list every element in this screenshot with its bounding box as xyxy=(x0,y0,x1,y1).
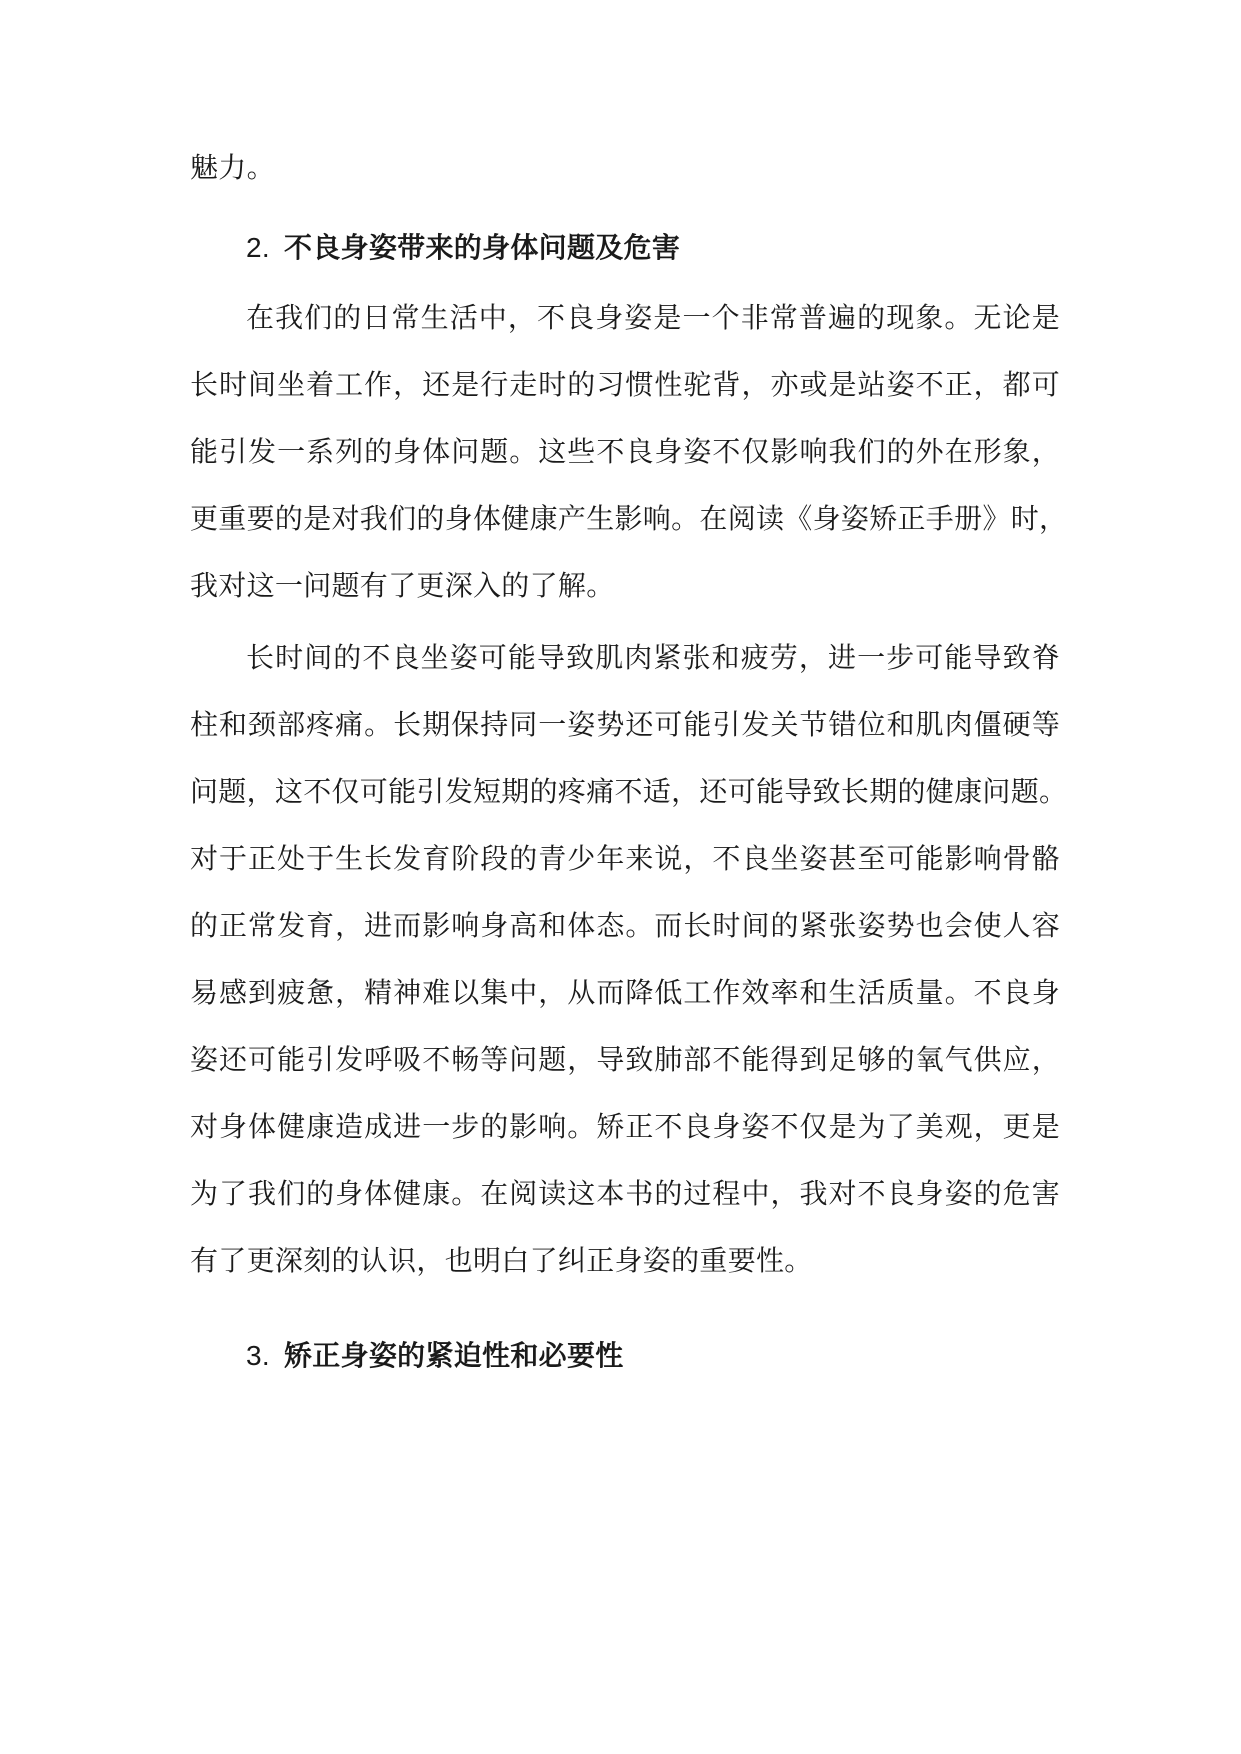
paragraph-line: 我对这一问题有了更深入的了解。 xyxy=(190,569,615,602)
paragraph-line: 长时间坐着工作，还是行走时的习惯性驼背，亦或是站姿不正，都可 xyxy=(190,368,1060,401)
paragraph-line: 更重要的是对我们的身体健康产生影响。在阅读《身姿矫正手册》时， xyxy=(190,502,1068,535)
paragraph-line: 有了更深刻的认识，也明白了纠正身姿的重要性。 xyxy=(190,1244,813,1277)
paragraph-line: 问题，这不仅可能引发短期的疼痛不适，还可能导致长期的健康问题。 xyxy=(190,775,1068,808)
paragraph-line: 在我们的日常生活中，不良身姿是一个非常普遍的现象。无论是 xyxy=(246,301,1060,334)
section-title: 不良身姿带来的身体问题及危害 xyxy=(283,231,681,264)
section-number: 3. xyxy=(246,1340,270,1371)
section-heading-3 xyxy=(246,1336,624,1376)
paragraph-line: 易感到疲惫，精神难以集中，从而降低工作效率和生活质量。不良身 xyxy=(190,976,1060,1009)
section-number: 2. xyxy=(246,232,270,263)
paragraph-line: 长时间的不良坐姿可能导致肌肉紧张和疲劳，进一步可能导致脊 xyxy=(246,641,1060,674)
paragraph-line: 为了我们的身体健康。在阅读这本书的过程中，我对不良身姿的危害 xyxy=(190,1177,1060,1210)
section-title: 矫正身姿的紧迫性和必要性 xyxy=(283,1339,624,1372)
paragraph-line: 能引发一系列的身体问题。这些不良身姿不仅影响我们的外在形象， xyxy=(190,435,1060,468)
continuation-line: 魅力。 xyxy=(190,151,275,184)
paragraph-line: 姿还可能引发呼吸不畅等问题，导致肺部不能得到足够的氧气供应， xyxy=(190,1043,1060,1076)
paragraph-line: 对身体健康造成进一步的影响。矫正不良身姿不仅是为了美观，更是 xyxy=(190,1110,1060,1143)
paragraph-line: 柱和颈部疼痛。长期保持同一姿势还可能引发关节错位和肌肉僵硬等 xyxy=(190,708,1060,741)
section-heading-2 xyxy=(246,228,680,268)
paragraph-line: 的正常发育，进而影响身高和体态。而长时间的紧张姿势也会使人容 xyxy=(190,909,1060,942)
paragraph-line: 对于正处于生长发育阶段的青少年来说，不良坐姿甚至可能影响骨骼 xyxy=(190,842,1060,875)
